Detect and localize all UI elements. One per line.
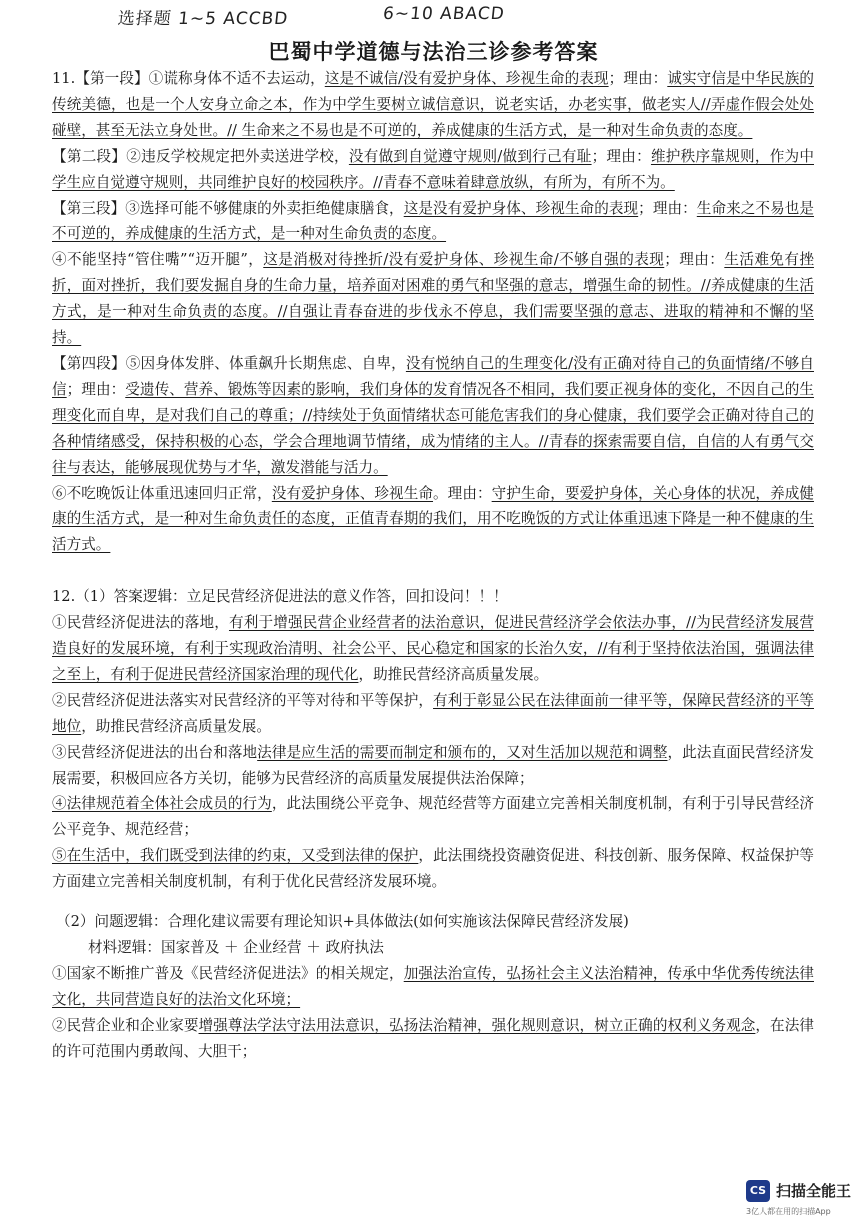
q11-p3-reason: 生命来之不易也是不可逆的，养成健康的生活方式，是一种对生命负责的态度。 (52, 199, 814, 243)
answer-body (52, 66, 814, 1065)
q12-i2-text: ②民营经济促进法落实对民营经济的平等对待和平等保护， (52, 691, 434, 709)
q11-paragraph-3 (52, 196, 814, 248)
q12-s1-key: 加强法治宣传，弘扬社会主义法治精神，传承中华优秀传统法律文化，共同营造良好的法治文化环境； (52, 964, 814, 1008)
q11-paragraph-2 (52, 144, 814, 196)
page-title: 巴蜀中学道德与法治三诊参考答案 (268, 40, 599, 64)
q12-suggestion-1 (52, 961, 814, 1013)
q11-p3-key: 这是没有爱护身体、珍视生命的表现 (403, 199, 639, 217)
q11-p6-text: ⑥不吃晚饭让体重迅速回归正常， (52, 484, 272, 502)
section-gap-small (52, 895, 814, 909)
handwritten-note-left: 选择题 1~5 ACCBD (116, 9, 290, 29)
q11-paragraph-5 (52, 351, 814, 481)
q12-s2-text: ②民营企业和企业家要 (52, 1016, 199, 1034)
q12-i3-key: 法律是应生活的需要而制定和颁布的，又对生活加以规范和调整 (257, 743, 668, 761)
q11-p5-reason: 受遗传、营养、锻炼等因素的影响，我们身体的发育情况各不相同，我们要正视身体的变化，不因自己的生理变化而自卑，是对我们自己的尊重；//持续处于负面情绪状态可能危害我们的身心健康，我们要学会正确对待自己的各种情绪感受，保持积极的心态，学会合理地调节情绪，成为情绪的主人。//青春的探索需要自信，自信的人有勇气交往与表达，能够展现优势与才华，激发潜能与活力。 (52, 380, 814, 476)
q12-i3-tail: ，此法直面民营经济发展需要，积极回应各方关切，能够为民营经济的高质量发展提供法治保障； (52, 743, 814, 787)
q11-p1-key: 这是不诚信/没有爱护身体、珍视生命的表现 (324, 70, 609, 87)
q11-p3-text: 【第三段】③选择可能不够健康的外卖拒绝健康膳食， (52, 199, 404, 217)
q12-i4-tail: ，此法围绕公平竞争、规范经营等方面建立完善相关制度机制，有利于引导民营经济公平竞争、规范经营； (52, 795, 814, 839)
q12-material-logic: 材料逻辑：国家普及 ＋ 企业经营 ＋ 政府执法 (88, 939, 384, 956)
q11-paragraph-6 (52, 481, 814, 559)
q12-item-3 (52, 740, 814, 792)
q11-p4-key: 这是消极对待挫折/没有爱护身体、珍视生命/不够自强的表现 (263, 251, 665, 269)
q12-i2-key: 有利于彰显公民在法律面前一律平等，保障民营经济的平等地位 (52, 691, 814, 735)
q11-p5-text: 【第四段】⑤因身体发胖、体重飙升长期焦虑、自卑， (52, 354, 406, 372)
q11-p4-reason-label: ；理由： (664, 251, 725, 269)
handwritten-note-right: 6~10 ABACD (381, 4, 506, 24)
q11-p4-reason: 生活难免有挫折，面对挫折，我们要发掘自身的生命力量，培养面对困难的勇气和坚强的意志，增强生命的韧性。//养成健康的生活方式，是一种对生命负责的态度。//自强让青春奋进的步伐永不停息，我们需要坚强的意志、进取的精神和不懈的坚持。 (52, 251, 814, 347)
scanner-watermark (740, 1176, 850, 1220)
q11-p2-reason-label: ；理由： (591, 147, 651, 165)
q12-i2-tail: ，助推民营经济高质量发展。 (81, 717, 271, 735)
q11-p1-reason-label: ；理由： (608, 70, 668, 87)
scanner-app-tagline: 3亿人都在用的扫描App (746, 1207, 831, 1216)
q12-s2-tail: ，在法律的许可范围内勇敢闯、大胆干； (52, 1016, 814, 1060)
q11-p6-reason: 守护生命，要爱护身体，关心身体的状况，养成健康的生活方式，是一种对生命负责任的态度，正值青春期的我们，用不吃晚饭的方式让体重迅速下降是一种不健康的生活方式。 (52, 484, 814, 554)
q12-i1-tail: ，助推民营经济高质量发展。 (358, 665, 549, 683)
q11-p1-text: 11.【第一段】①谎称身体不适不去运动， (52, 70, 325, 87)
q11-p2-key: 没有做到自觉遵守规则/做到行己有耻 (348, 147, 592, 165)
q12-i5-tail: ，此法围绕投资融资促进、科技创新、服务保障、权益保护等方面建立完善相关制度机制，有利于优化民营经济发展环境。 (52, 847, 814, 891)
q12-item-1 (52, 610, 814, 688)
q12-item-2 (52, 688, 814, 740)
q12-s2-key: 增强尊法学法守法用法意识，弘扬法治精神，强化规则意识，树立正确的权利义务观念 (198, 1016, 756, 1034)
q12-i3-text: ③民营经济促进法的出台和落地 (52, 743, 258, 761)
q12-part2-logic: （2）问题逻辑：合理化建议需要有理论知识+具体做法(如何实施该法保障民营经济发展) (56, 913, 629, 931)
q12-i1-key: 有利于增强民营企业经营者的法治意识，促进民营经济学会依法办事，//为民营经济发展营造良好的发展环境，有利于实现政治清明、社会公平、民心稳定和国家的长治久安，//有利于坚持依法治国，强调法律之至上，有利于促进民营经济国家治理的现代化 (52, 614, 814, 683)
q12-i4-key: ④法律规范着全体社会成员的行为 (52, 795, 272, 813)
q11-p5-key: 没有悦纳自己的生理变化/没有正确对待自己的负面情绪/不够自信 (52, 354, 814, 398)
q11-paragraph-4 (52, 247, 814, 351)
q12-intro: 12.（1）答案逻辑：立足民营经济促进法的意义作答，回扣设问！！！ (52, 588, 508, 606)
q11-p6-reason-label: 。理由： (433, 484, 492, 502)
q12-suggestion-2 (52, 1013, 814, 1065)
scanner-app-name: 扫描全能王 (776, 1182, 852, 1200)
q11-p2-text: 【第二段】②违反学校规定把外卖送进学校， (52, 147, 349, 165)
q12-item-5 (52, 843, 814, 895)
q12-s1-text: ①国家不断推广普及《民营经济促进法》的相关规定， (52, 964, 404, 982)
q11-p2-reason: 维护秩序靠规则，作为中学生应自觉遵守规则，共同维护良好的校园秩序。//青春不意味着肆意放纵，有所为，有所不为。 (52, 147, 814, 191)
q11-p1-reason: 诚实守信是中华民族的传统美德，也是一个人安身立命之本，作为中学生要树立诚信意识，说老实话，办老实事，做老实人//弄虚作假会处处碰壁，甚至无法立身处世。// 生命来之不易也是不可逆的，养成健康的生活方式，是一种对生命负责的态度。 (52, 70, 814, 139)
cs-logo-icon: CS (746, 1180, 770, 1202)
q11-paragraph-1 (52, 66, 814, 144)
q11-p3-reason-label: ；理由： (638, 199, 697, 217)
q12-i5-key: ⑤在生活中，我们既受到法律的约束，又受到法律的保护 (52, 847, 419, 865)
q12-i1-text: ①民营经济促进法的落地， (52, 614, 229, 632)
section-gap (52, 558, 814, 584)
q11-p5-reason-label: ；理由： (66, 380, 126, 398)
q11-p6-key: 没有爱护身体、珍视生命 (271, 484, 434, 502)
q12-item-4 (52, 791, 814, 843)
q11-p4-text: ④不能坚持“管住嘴”“迈开腿”， (52, 251, 264, 269)
